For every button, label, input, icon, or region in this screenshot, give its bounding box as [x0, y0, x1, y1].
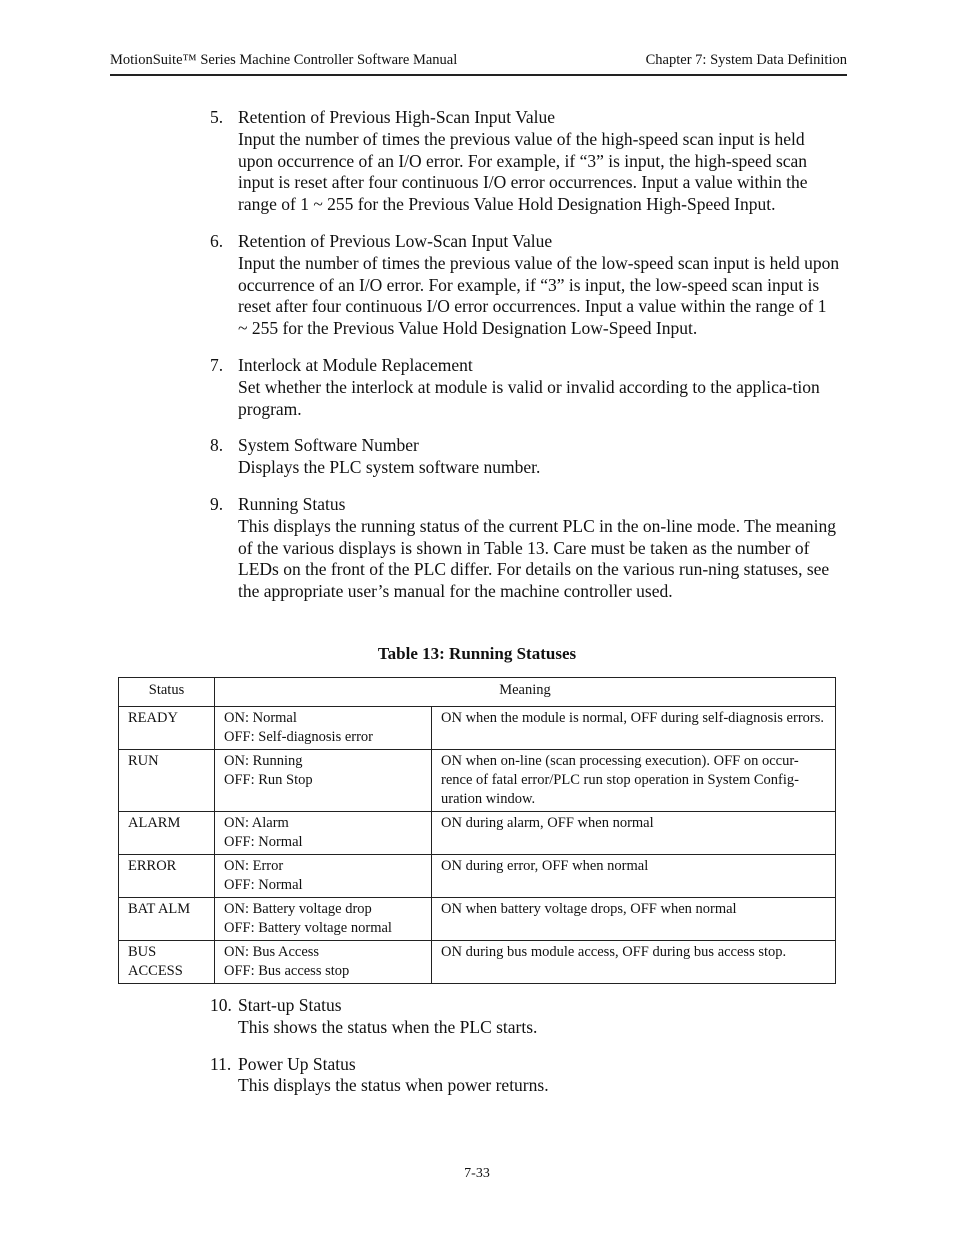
- description-cell: ON during alarm, OFF when normal: [432, 812, 836, 855]
- status-cell: ERROR: [119, 855, 215, 898]
- list-item: [210, 995, 840, 1039]
- on-state: ON: Error: [224, 858, 284, 874]
- item-body: Displays the PLC system software number.: [238, 457, 541, 478]
- running-status-table: [118, 677, 836, 984]
- item-title: Retention of Previous Low-Scan Input Value: [238, 230, 553, 251]
- list-item: [210, 355, 840, 420]
- on-state: ON: Alarm: [224, 815, 289, 831]
- item-number: 8.: [210, 435, 224, 456]
- table-row: [119, 707, 836, 750]
- description-cell: ON during bus module access, OFF during bus access stop.: [432, 941, 836, 984]
- status-cell: BUS ACCESS: [119, 941, 215, 984]
- off-state: OFF: Bus access stop: [224, 963, 350, 979]
- states-cell: [215, 941, 432, 984]
- header-chapter-title: Chapter 7: System Data Definition: [645, 52, 847, 68]
- description-cell: ON during error, OFF when normal: [432, 855, 836, 898]
- page-number: 7-33: [464, 1166, 490, 1181]
- states-cell: [215, 750, 432, 812]
- description-cell: ON when battery voltage drops, OFF when normal: [432, 898, 836, 941]
- off-state: OFF: Normal: [224, 877, 303, 893]
- table-row: [119, 855, 836, 898]
- item-title: Running Status: [238, 493, 346, 514]
- status-cell: READY: [119, 707, 215, 750]
- item-number: 7.: [210, 354, 224, 375]
- item-title: Retention of Previous High-Scan Input Value: [238, 107, 556, 127]
- item-title: Power Up Status: [238, 1053, 356, 1074]
- column-header-meaning: Meaning: [215, 678, 836, 707]
- item-number: 11.: [210, 1053, 232, 1074]
- list-item: [210, 107, 840, 216]
- table-row: [119, 941, 836, 984]
- status-cell: RUN: [119, 750, 215, 812]
- item-title: Start-up Status: [238, 995, 342, 1015]
- numbered-list: [210, 107, 840, 618]
- table-row: [119, 898, 836, 941]
- table-header-row: [119, 678, 836, 707]
- item-title: Interlock at Module Replacement: [238, 354, 473, 375]
- states-cell: [215, 812, 432, 855]
- list-item: [210, 231, 840, 340]
- off-state: OFF: Self-diagnosis error: [224, 729, 374, 745]
- item-body: This displays the running status of the current PLC in the on-line mode. The meaning of the various displays is shown in Table 13. Care must be taken as the number of LEDs on the front of the PLC differ. For details on the various run-ning statuses, see the appropriate user’s manual for the machine controller used.: [238, 515, 836, 602]
- item-body: Input the number of times the previous value of the low-speed scan input is held upon occurrence of an I/O error. For example, if “3” is input, the low-speed scan input is reset after four continuous I/O error occurrences. Input a value within the range of 1 ~ 255 for the Previous Value Hold Designation Low-Speed Input.: [238, 252, 840, 339]
- item-number: 9.: [210, 493, 224, 514]
- item-body: This shows the status when the PLC starts.: [238, 1016, 538, 1037]
- page-header: [110, 52, 847, 69]
- item-title: System Software Number: [238, 435, 419, 456]
- item-number: 5.: [210, 107, 224, 127]
- off-state: OFF: Battery voltage normal: [224, 920, 392, 936]
- item-body: This displays the status when power returns.: [238, 1075, 549, 1096]
- item-body: Input the number of times the previous value of the high-speed scan input is held upon occurrence of an I/O error. For example, if “3” is input, the high-speed scan input is reset after four continuous I/O error occurrences. Input a value within the range of 1 ~ 255 for the Previous Value Hold Designation High-Speed Input.: [238, 128, 808, 215]
- list-item: [210, 494, 840, 603]
- table-title: Table 13: Running Statuses: [377, 644, 577, 663]
- off-state: OFF: Run Stop: [224, 772, 313, 788]
- description-cell: ON when on-line (scan processing execution). OFF on occur-rence of fatal error/PLC run stop operation in System Config-uration window.: [432, 750, 836, 812]
- item-number: 6.: [210, 230, 224, 251]
- description-cell: ON when the module is normal, OFF during self-diagnosis errors.: [432, 707, 836, 750]
- item-body: Set whether the interlock at module is valid or invalid according to the applica-tion program.: [238, 376, 820, 419]
- list-item: [210, 435, 840, 479]
- status-cell: BAT ALM: [119, 898, 215, 941]
- table-row: [119, 812, 836, 855]
- column-header-status: Status: [119, 678, 215, 707]
- status-cell: ALARM: [119, 812, 215, 855]
- table-row: [119, 750, 836, 812]
- on-state: ON: Running: [224, 753, 303, 769]
- numbered-list-continued: [210, 995, 840, 1112]
- on-state: ON: Bus Access: [224, 944, 320, 960]
- header-rule: [110, 74, 847, 76]
- states-cell: [215, 707, 432, 750]
- list-item: [210, 1054, 840, 1098]
- states-cell: [215, 898, 432, 941]
- off-state: OFF: Normal: [224, 834, 303, 850]
- on-state: ON: Battery voltage drop: [224, 901, 372, 917]
- on-state: ON: Normal: [224, 710, 297, 726]
- states-cell: [215, 855, 432, 898]
- item-number: 10.: [210, 995, 232, 1015]
- header-manual-title: MotionSuite™ Series Machine Controller Software Manual: [110, 52, 458, 68]
